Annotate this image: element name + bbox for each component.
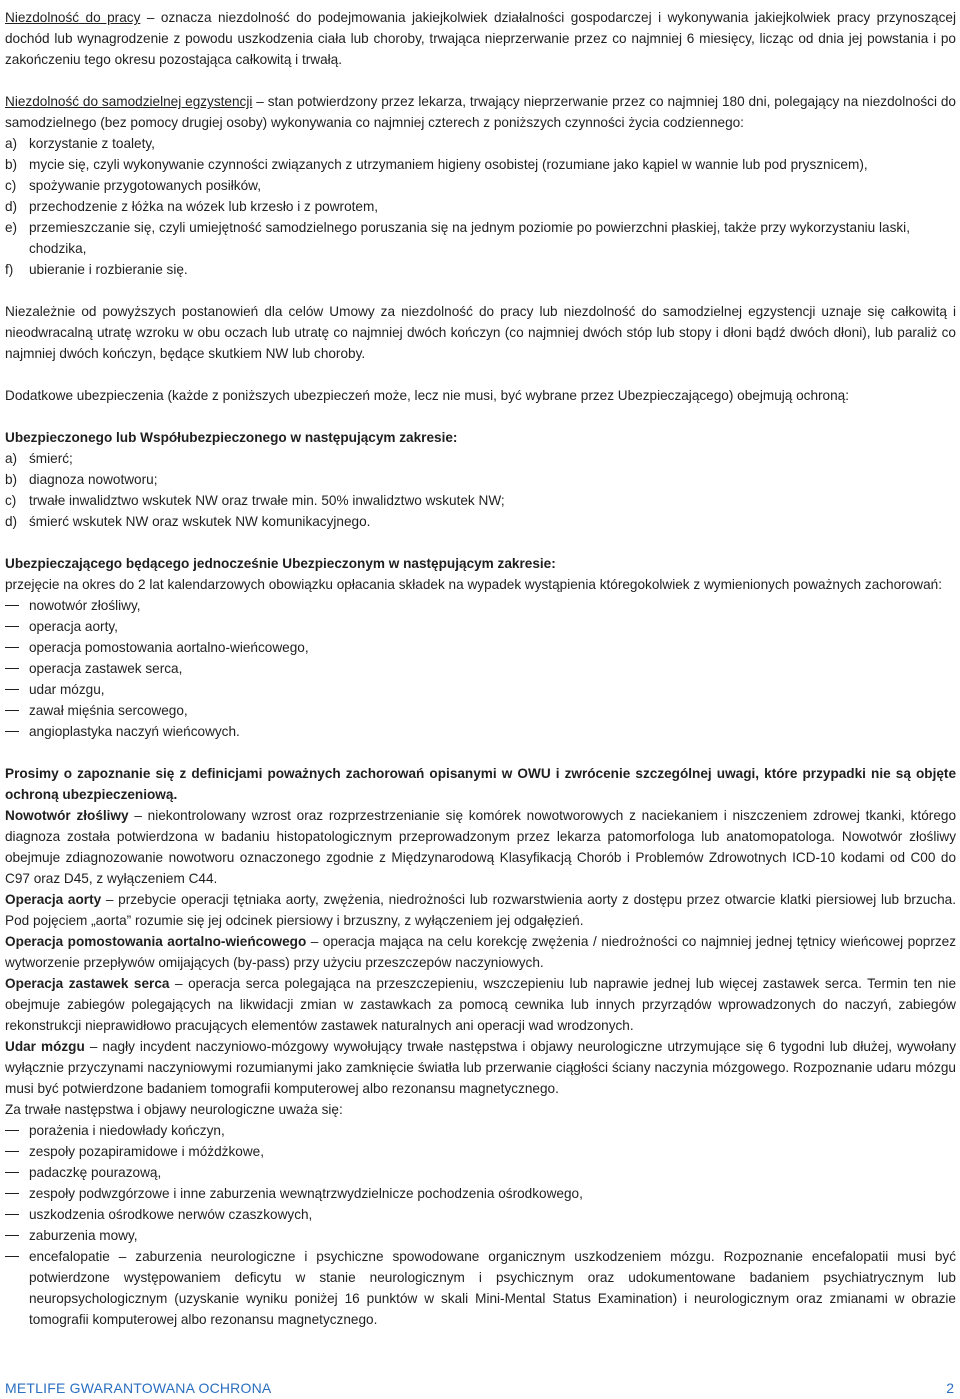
term: Nowotwór złośliwy <box>5 808 129 823</box>
list-item: b) mycie się, czyli wykonywanie czynności związanych z utrzymaniem higieny osobistej (rozumiane jako kąpiel w wannie lub pod prysznicem), <box>5 157 868 172</box>
term: Niezdolność do samodzielnej egzystencji <box>5 94 253 109</box>
stroke-consequences-intro: Za trwałe następstwa i objawy neurologiczne uważa się: <box>5 1102 343 1117</box>
list-item: e) przemieszczanie się, czyli umiejętność samodzielnego poruszania się na jednym poziomie po powierzchni płaskiej, także przy wykorzystaniu laski, chodzika, <box>5 220 910 256</box>
list-item: uszkodzenia ośrodkowe nerwów czaszkowych, <box>5 1204 956 1225</box>
list-item: a) korzystanie z toalety, <box>5 136 155 151</box>
list-item: f) ubieranie i rozbieranie się. <box>5 262 188 277</box>
section-heading-policyholder: Ubezpieczającego będącego jednocześnie Ubezpieczonym w następującym zakresie: <box>5 556 556 571</box>
list-item: d) śmierć wskutek NW oraz wskutek NW komunikacyjnego. <box>5 514 371 529</box>
list-item: zawał mięśnia sercowego, <box>5 700 956 721</box>
document-page <box>5 7 956 1330</box>
list-item: porażenia i niedowłady kończyn, <box>5 1120 956 1141</box>
page-number: 2 <box>946 1380 954 1396</box>
paragraph-blindness-loss: Niezależnie od powyższych postanowień dla celów Umowy za niezdolność do pracy lub niezdolność do samodzielnej egzystencji uznaje się całkowitą i nieodwracalną utratę wzroku w obu oczach lub utratę co najmniej dwóch kończyn (co najmniej dwóch stóp lub stopy i dłoni bądź dwóch dłoni), lub paraliż co najmniej dwóch kończyn, będące skutkiem NW lub choroby. <box>5 304 956 361</box>
list-item: c) trwałe inwalidztwo wskutek NW oraz trwałe min. 50% inwalidztwo wskutek NW; <box>5 493 505 508</box>
definition-bypass-surgery: Operacja pomostowania aortalno-wieńcowego – operacja mająca na celu korekcję zwężenia / niedrożności co najmniej jednej tętnicy wieńcowej poprzez wytworzenie przepływów omijających (by-pass) przy użyciu przeszczepów naczyniowych. <box>5 934 957 970</box>
term: Niezdolność do pracy <box>5 10 141 25</box>
definition-cancer: Nowotwór złośliwy – niekontrolowany wzrost oraz rozprzestrzenianie się komórek nowotworowych z naciekaniem i niszczeniem zdrowej tkanki, którego diagnoza została potwierdzona w badaniu histopatologicznym przeprowadzonym przez lekarza patomorfologa lub anatomopatologa. Nowotwór złośliwy obejmuje zdiagnozowanie nowotworu oznaczonego zgodnie z Międzynarodową Klasyfikacją Chorób i Problemów Zdrowotnych ICD-10 kodami od C00 do C97 oraz D45, z wyłączeniem C44. <box>5 808 957 886</box>
definition-valve-surgery: Operacja zastawek serca – operacja serca polegająca na przeszczepieniu, wszczepieniu lub naprawie jednej lub więcej zastawek serca. Termin ten nie obejmuje zabiegów polegających na likwidacji zmian w zastawkach za pomocą cewnika lub innych przyrządów wprowadzonych do naczyń, zabiegów rekonstrukcji nieprawidłowo pracujących elementów zastawek naturalnych ani operacji wad wrodzonych. <box>5 976 957 1033</box>
list-item: operacja zastawek serca, <box>5 658 956 679</box>
list-item: padaczkę pourazową, <box>5 1162 956 1183</box>
definition-incapacity-for-work: Niezdolność do pracy – oznacza niezdolność do podejmowania jakiejkolwiek działalności gospodarczej i wykonywania jakiejkolwiek pracy przynoszącej dochód lub wynagrodzenie z powodu uszkodzenia ciała lub choroby, trwająca nieprzerwanie przez co najmniej 6 miesięcy, licząc od dnia jej powstania i po zakończeniu tego okresu pozostająca całkowitą i trwałą. <box>5 10 956 67</box>
section-heading-insured: Ubezpieczonego lub Współubezpieczonego w następującym zakresie: <box>5 430 458 445</box>
definition-independent-existence: Niezdolność do samodzielnej egzystencji – stan potwierdzony przez lekarza, trwający nieprzerwanie przez co najmniej 180 dni, polegający na niezdolności do samodzielnego (bez pomocy drugiej osoby) wykonywania co najmniej czterech z poniższych czynności życia codziennego: <box>5 94 956 130</box>
list-item: d) przechodzenie z łóżka na wózek lub krzesło i z powrotem, <box>5 199 379 214</box>
page-footer <box>5 1378 954 1398</box>
list-item: encefalopatie – zaburzenia neurologiczne i psychiczne spowodowane organicznym uszkodzeniem mózgu. Rozpoznanie encefalopatii musi być potwierdzone występowaniem deficytu w stanie neurologicznym i psychicznym oraz udokumentowane badaniem psychiatrycznym lub neuropsychologicznym (uzyskanie wyniku poniżej 16 punktów w skali Mini-Mental Status Examination) i neurologicznym oraz zmianami w obrazie tomografii komputerowej albo rezonansu magnetycznego. <box>5 1246 956 1330</box>
paragraph-additional-insurance: Dodatkowe ubezpieczenia (każde z poniższych ubezpieczeń może, lecz nie musi, być wybrane przez Ubezpieczającego) obejmują ochroną: <box>5 388 850 403</box>
list-item: udar mózgu, <box>5 679 956 700</box>
list-item: operacja aorty, <box>5 616 956 637</box>
serious-illness-list <box>5 595 956 742</box>
list-item: angioplastyka naczyń wieńcowych. <box>5 721 956 742</box>
term: Udar mózgu <box>5 1039 85 1054</box>
definition-stroke: Udar mózgu – nagły incydent naczyniowo-mózgowy wywołujący trwałe następstwa i objawy neurologiczne utrzymujące się 6 tygodni lub dłużej, wywołany wyłącznie przyczynami naczyniowymi rozumianymi jako zamknięcie światła lub przerwanie ciągłości ściany naczynia mózgowego. Rozpoznanie udaru mózgu musi być potwierdzone badaniem tomografii komputerowej albo rezonansu magnetycznego. <box>5 1039 957 1096</box>
footer-title: METLIFE GWARANTOWANA OCHRONA <box>5 1380 272 1396</box>
paragraph-premium-waiver: przejęcie na okres do 2 lat kalendarzowych obowiązku opłacania składek na wypadek wystąpienia któregokolwiek z wymienionych poważnych zachorowań: <box>5 577 942 592</box>
term: Operacja aorty <box>5 892 102 907</box>
list-item: a) śmierć; <box>5 451 73 466</box>
list-item: zespoły podwzgórzowe i inne zaburzenia wewnątrzwydzielnicze pochodzenia ośrodkowego, <box>5 1183 956 1204</box>
insured-scope-list <box>5 448 956 532</box>
term: Operacja pomostowania aortalno-wieńcowego <box>5 934 307 949</box>
list-item: operacja pomostowania aortalno-wieńcowego, <box>5 637 956 658</box>
list-item: b) diagnoza nowotworu; <box>5 472 158 487</box>
list-item: zaburzenia mowy, <box>5 1225 956 1246</box>
notice-paragraph: Prosimy o zapoznanie się z definicjami poważnych zachorowań opisanymi w OWU i zwrócenie szczególnej uwagi, które przypadki nie są objęte ochroną ubezpieczeniową. <box>5 766 956 802</box>
stroke-consequences-list <box>5 1120 956 1330</box>
activities-list <box>5 133 956 280</box>
list-item: nowotwór złośliwy, <box>5 595 956 616</box>
definition-aorta-surgery: Operacja aorty – przebycie operacji tętniaka aorty, zwężenia, niedrożności lub rozwarstwienia aorty z dostępu przez otwarcie klatki piersiowej lub brzucha. Pod pojęciem „aorta” rozumie się jej odcinek piersiowy i brzuszny, z wyłączeniem jej odgałęzień. <box>5 892 956 928</box>
list-item: zespoły pozapiramidowe i móżdżkowe, <box>5 1141 956 1162</box>
term: Operacja zastawek serca <box>5 976 170 991</box>
list-item: c) spożywanie przygotowanych posiłków, <box>5 178 261 193</box>
